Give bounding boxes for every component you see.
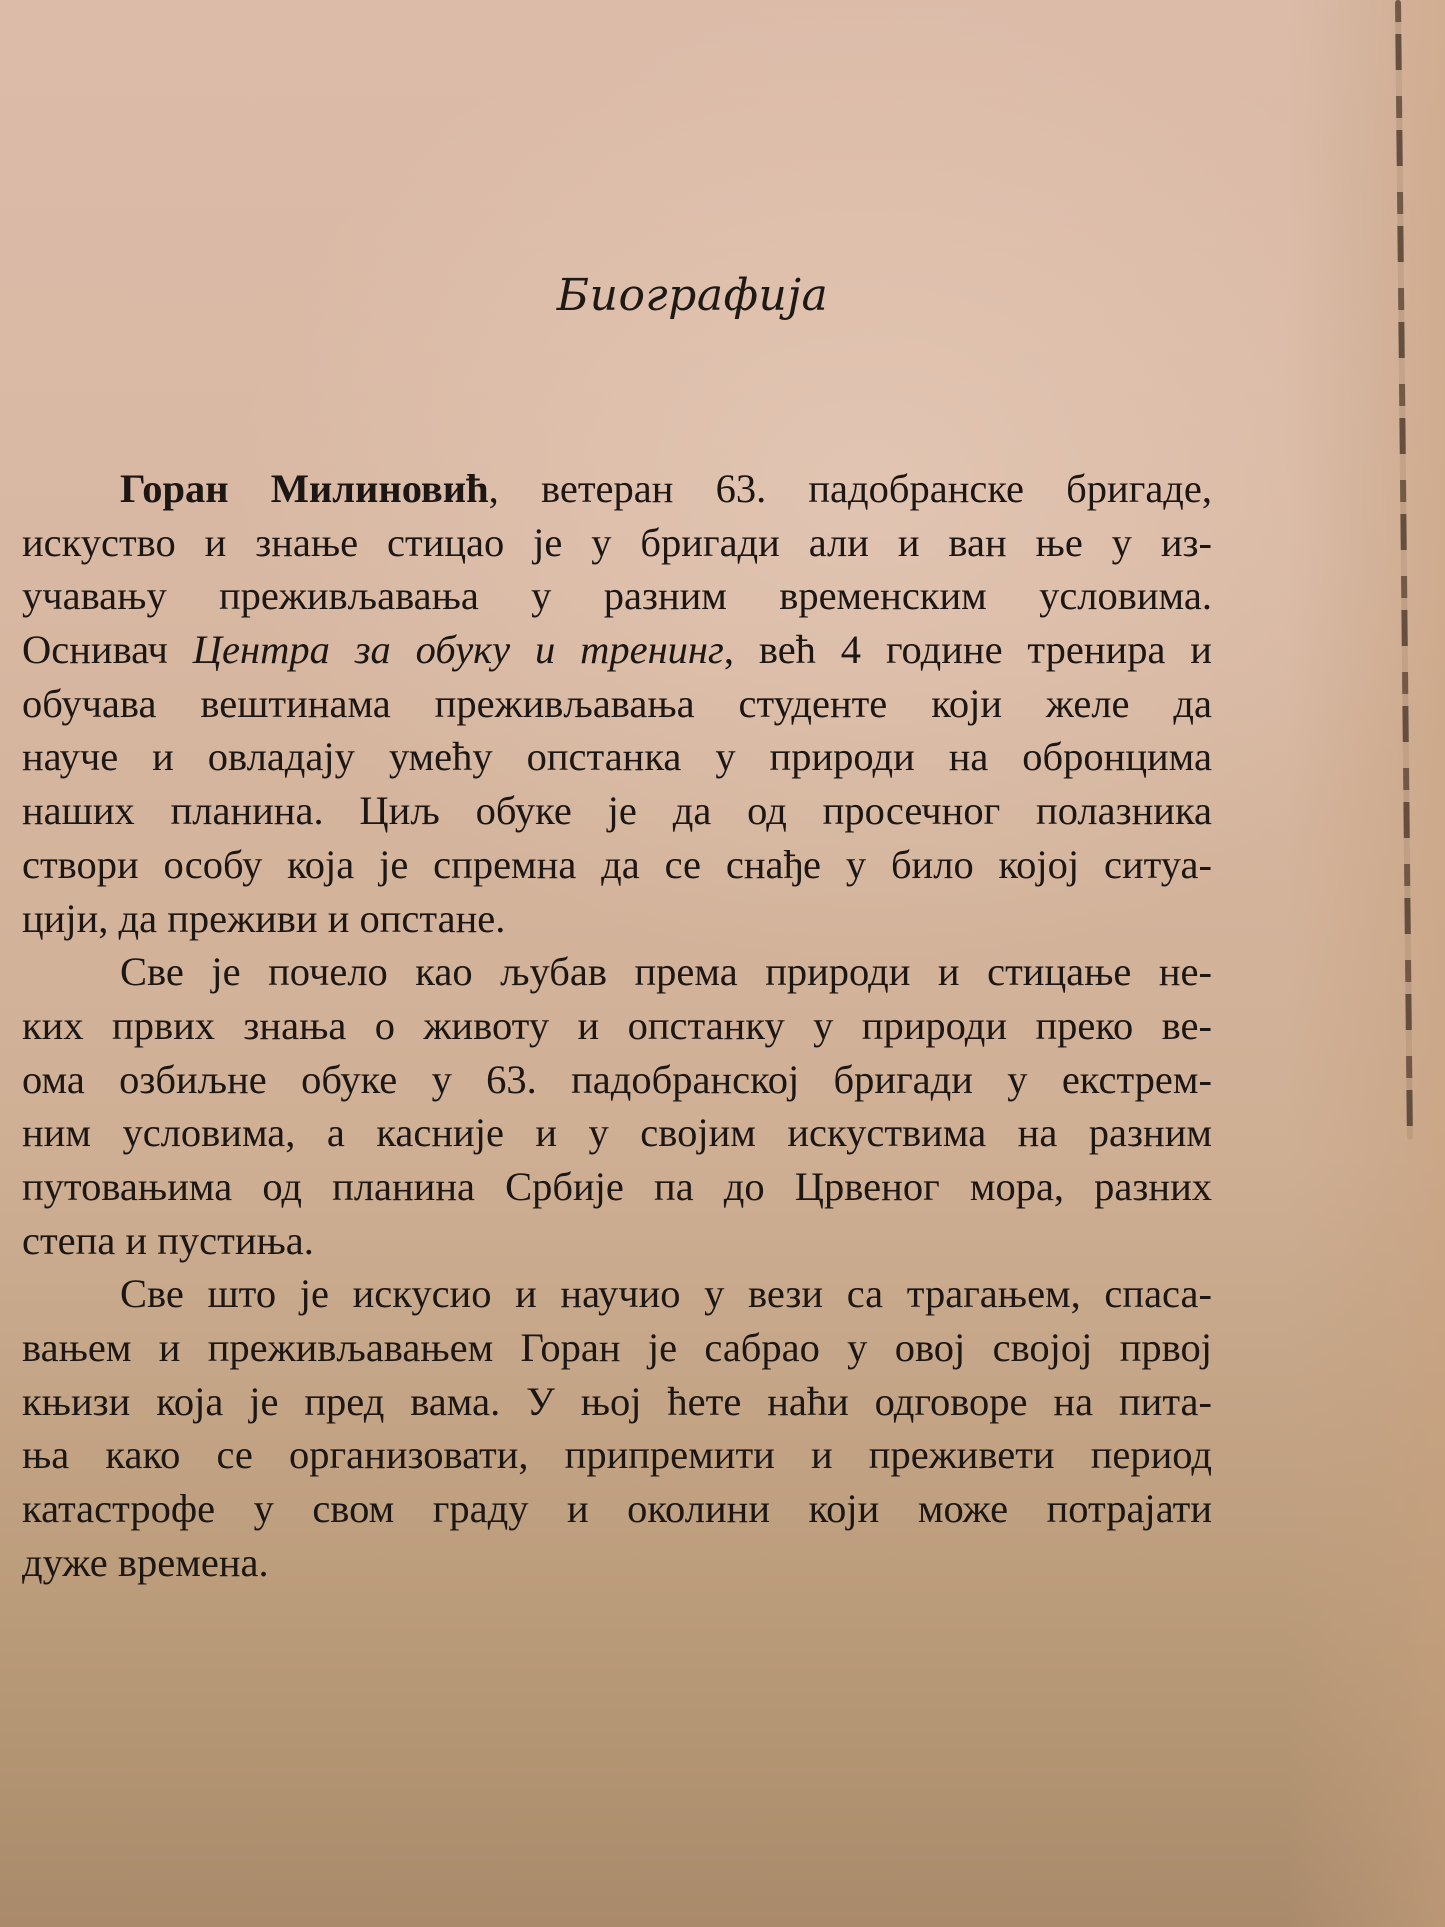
text-line: вањем и преживљавањем Горан је сабрао у овој својој првој: [22, 1325, 1212, 1370]
page-edge-line: [1395, 0, 1413, 1140]
text-span: , већ 4 године тренира и: [723, 627, 1212, 673]
text-line: путовањима од планина Србије па до Црвеног мора, разних: [22, 1163, 1212, 1209]
text-line: ним условима, а касније и у својим искуствима на разним: [22, 1110, 1212, 1156]
text-line: обучава вештинама преживљавања студенте који желе да: [22, 680, 1212, 726]
page-title: Биографија: [556, 270, 829, 321]
text-span: Оснивач: [22, 627, 193, 673]
text-line: искуство и знање стицао је у бригади али и ван ње у из-: [22, 519, 1212, 565]
center-name: Центра за обуку и тренинг: [192, 627, 724, 673]
paragraph-1: [22, 462, 1212, 945]
paragraph-3: [22, 1267, 1212, 1589]
text-line: Све што је искусио и научио у вези са трагањем, спаса-: [120, 1271, 1212, 1317]
text-line: дуже времена.: [22, 1539, 269, 1585]
text-line: цији, да преживи и опстане.: [22, 895, 506, 941]
text-span: , ветеран 63. падобранске бригаде,: [488, 466, 1212, 511]
text-line: књизи која је пред вама. У њој ћете наћи одговоре на пита-: [22, 1378, 1212, 1424]
text-line: степа и пустиња.: [22, 1217, 314, 1263]
text-line: ома озбиљне обуке у 63. падобранској бригади у екстрем-: [22, 1056, 1212, 1102]
text-line: учавању преживљавања у разним временским условима.: [22, 573, 1212, 619]
text-line: катастрофе у свом граду и околини који може потрајати: [22, 1486, 1212, 1532]
text-line: [22, 623, 1212, 677]
text-line: ња како се организовати, припремити и преживети период: [22, 1432, 1212, 1478]
biography-text: [22, 462, 1212, 1589]
text-line: Све је почело као љубав према природи и стицање не-: [120, 949, 1212, 995]
text-line: [22, 462, 1212, 516]
text-line: наших планина. Циљ обуке је да од просечног полазника: [22, 788, 1212, 834]
text-line: ких првих знања о животу и опстанку у природи преко ве-: [22, 1002, 1212, 1048]
paragraph-2: [22, 945, 1212, 1267]
text-line: науче и овладају умећу опстанка у природи на обронцима: [22, 734, 1212, 780]
text-line: створи особу која је спремна да се снађе у било којој ситуа-: [22, 841, 1212, 887]
author-name: Горан Милиновић: [120, 466, 489, 511]
